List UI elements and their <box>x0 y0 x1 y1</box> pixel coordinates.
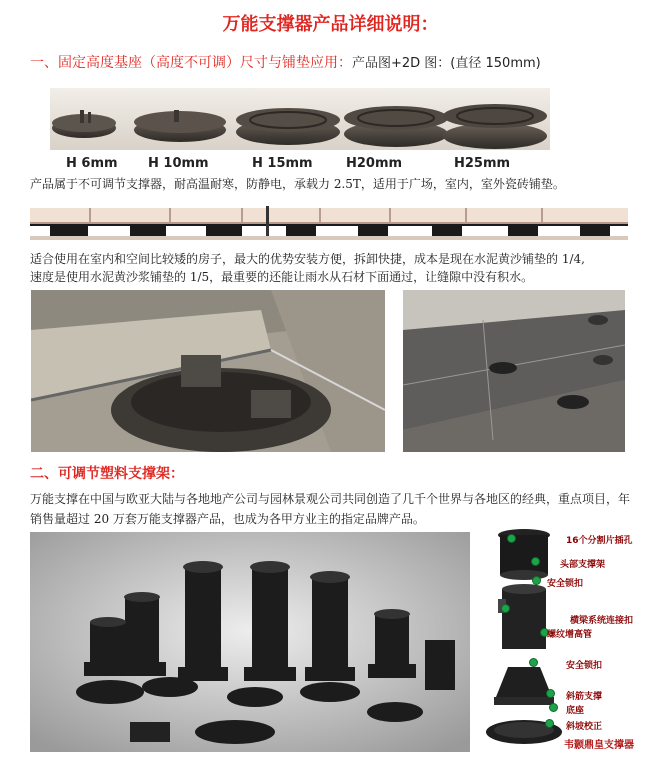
section2-paragraph-line1: 万能支撑在中国与欧亚大陆与各地地产公司与园林景观公司共同创造了几千个世界与各地区的经典，重点项目，年 <box>30 492 631 506</box>
size-label-h15: H 15mm <box>252 156 313 171</box>
installation-photo-floor <box>403 290 625 452</box>
callout-label-safety-lock-2: 安全锁扣 <box>566 661 603 671</box>
section1-description: 产品属于不可调节支撑器，耐高温耐寒，防静电，承载力 2.5T，适用于广场，室内，室外瓷砖铺垫。 <box>30 177 565 191</box>
callout-label-diagonal-rib: 斜筋支撑 <box>566 692 603 702</box>
callout-dot-6 <box>529 658 538 667</box>
brand-watermark: 韦颢鼎皇支撑器 <box>564 740 634 751</box>
section1-heading <box>30 52 541 72</box>
adjustable-pedestals-photo <box>30 532 470 752</box>
installation-photo-closeup <box>31 290 385 452</box>
fixed-bases-photo <box>50 88 550 150</box>
section1-paragraph-line2: 速度是使用水泥黄沙浆铺垫的 1/5，最重要的还能让雨水从石材下面通过，让缝隙中没有积水。 <box>30 270 534 284</box>
size-label-h6: H 6mm <box>66 156 118 171</box>
size-label-h20: H20mm <box>346 156 403 171</box>
section2-heading: 二、可调节塑料支撑架： <box>30 466 184 482</box>
callout-label-beam-connector: 横梁系统连接扣 <box>570 616 634 626</box>
callout-label-insert-holes: 16个分割片插孔 <box>566 536 633 546</box>
callout-dot-9 <box>545 719 554 728</box>
page-title: 万能支撑器产品详细说明： <box>222 14 439 35</box>
callout-dot-2 <box>531 557 540 566</box>
callout-dot-3 <box>532 576 541 585</box>
callout-label-base: 底座 <box>566 706 585 716</box>
callout-dot-1 <box>507 534 516 543</box>
callout-label-head-support: 头部支撑架 <box>560 560 606 570</box>
callout-dot-7 <box>546 689 555 698</box>
callout-dot-8 <box>549 703 558 712</box>
callout-label-slope-correction: 斜坡校正 <box>566 722 603 732</box>
callout-dot-4 <box>501 604 510 613</box>
size-label-h10: H 10mm <box>148 156 209 171</box>
size-label-h25: H25mm <box>454 156 511 171</box>
section1-paragraph-line1: 适合使用在室内和空间比较矮的房子，最大的优势安装方便，拆卸快捷，成本是现在水泥黄沙铺垫的 1/4, <box>30 252 585 266</box>
section1-heading-main: 一、固定高度基座（高度不可调）尺寸与铺垫应用： <box>30 55 352 71</box>
paving-cross-section-diagram <box>30 206 628 240</box>
callout-label-safety-lock-1: 安全锁扣 <box>547 579 584 589</box>
section1-heading-rest: 产品图+2D 图：(直径 150mm) <box>352 56 541 71</box>
section2-paragraph-line2: 销售量超过 20 万套万能支撑器产品，也成为各甲方业主的指定品牌产品。 <box>30 512 425 526</box>
callout-label-threaded-riser: 螺纹增高管 <box>547 630 593 640</box>
